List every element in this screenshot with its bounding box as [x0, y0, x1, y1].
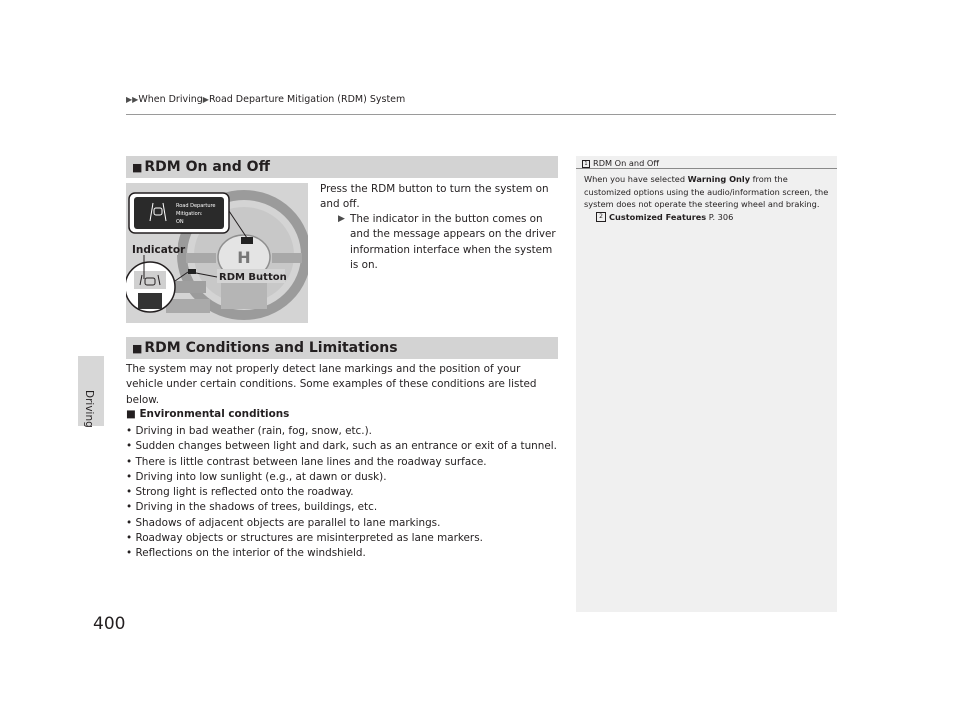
list-item-text: Reflections on the interior of the windshield.	[135, 547, 366, 560]
screen-line-1: Road Departure	[176, 203, 216, 209]
list-item: • Driving in bad weather (rain, fog, snow, etc.).	[126, 425, 372, 437]
square-bullet-icon: ■	[132, 342, 143, 355]
note-text-post: from the customized options using the audio/information screen, the system does not operate the steering wheel and braking.	[584, 174, 829, 210]
breadcrumb	[126, 94, 405, 105]
figure-label-rdm-button: RDM Button	[219, 272, 287, 283]
list-item-text: Roadway objects or structures are misinterpreted as lane markers.	[135, 532, 483, 545]
list-item: • Roadway objects or structures are misinterpreted as lane markers.	[126, 532, 483, 545]
header-rule	[126, 114, 836, 115]
breadcrumb-item-2[interactable]: Road Departure Mitigation (RDM) System	[208, 94, 406, 105]
note-text-pre: When you have selected	[584, 174, 688, 184]
figure-label-indicator: Indicator	[132, 244, 186, 256]
list-item: • Driving in the shadows of trees, buildings, etc.	[126, 501, 378, 514]
list-item: • Strong light is reflected onto the roadway.	[126, 486, 354, 499]
section1-intro: Press the RDM button to turn the system on and off.	[320, 183, 549, 211]
rdm-button-figure	[126, 183, 308, 323]
list-item-text: Driving in the shadows of trees, buildings, etc.	[135, 501, 378, 514]
list-item: • Driving into low sunlight (e.g., at dawn or dusk).	[126, 470, 387, 483]
section-heading-rdm-on-off	[126, 156, 558, 178]
cross-reference[interactable]	[584, 211, 829, 224]
result-arrow-icon: ▶	[338, 214, 345, 224]
note-marker-icon: 1	[582, 160, 590, 168]
breadcrumb-item-1[interactable]: When Driving	[138, 94, 203, 105]
section-title: RDM On and Off	[144, 159, 270, 175]
list-item: • Shadows of adjacent objects are parallel to lane markings.	[126, 516, 441, 529]
list-item-text: Driving in bad weather (rain, fog, snow, etc.).	[135, 425, 372, 437]
list-item-text: Sudden changes between light and dark, such as an entrance or exit of a tunnel.	[135, 440, 557, 453]
list-item-text: Shadows of adjacent objects are parallel to lane markings.	[135, 516, 441, 529]
side-note-body	[576, 169, 837, 223]
svg-text:H: H	[237, 248, 251, 267]
breadcrumb-arrow-icon: ▶	[202, 95, 209, 104]
side-note-box	[576, 156, 837, 612]
list-item: • There is little contrast between lane lines and the roadway surface.	[126, 455, 487, 468]
breadcrumb-arrow-icon: ▶▶	[126, 95, 139, 104]
list-item-text: There is little contrast between lane lines and the roadway surface.	[135, 455, 487, 468]
list-item: • Reflections on the interior of the windshield.	[126, 547, 366, 560]
list-item-text: Driving into low sunlight (e.g., at dawn or dusk).	[135, 470, 387, 483]
section1-result-text: The indicator in the button comes on and the message appears on the driver information interface when the system is on.	[350, 213, 556, 271]
subheading-environmental	[126, 408, 289, 420]
section-heading-rdm-conditions	[126, 337, 558, 359]
screen-line-2: Mitigation:	[176, 211, 203, 217]
cross-reference-icon: 2	[596, 212, 606, 222]
conditions-list	[126, 424, 557, 562]
page-number: 400	[93, 614, 126, 634]
subheading-text: Environmental conditions	[139, 408, 290, 420]
side-note-title	[576, 156, 837, 169]
xref-page[interactable]: P. 306	[708, 211, 734, 222]
square-bullet-icon: ■	[126, 408, 136, 420]
screen-line-3: ON	[176, 219, 184, 225]
xref-label[interactable]: Customized Features	[609, 211, 707, 222]
side-note-title-text: RDM On and Off	[593, 158, 659, 168]
square-bullet-icon: ■	[132, 161, 143, 174]
list-item-text: Strong light is reflected onto the roadway.	[135, 486, 354, 499]
section-title: RDM Conditions and Limitations	[144, 340, 398, 356]
note-text-bold: Warning Only	[687, 174, 751, 184]
list-item: • Sudden changes between light and dark, such as an entrance or exit of a tunnel.	[126, 440, 557, 453]
chapter-tab-label: Driving	[83, 390, 95, 428]
section1-result	[338, 212, 560, 273]
section2-paragraph: The system may not properly detect lane markings and the position of your vehicle under certain conditions. Some examples of these conditions are listed below.	[126, 363, 537, 406]
